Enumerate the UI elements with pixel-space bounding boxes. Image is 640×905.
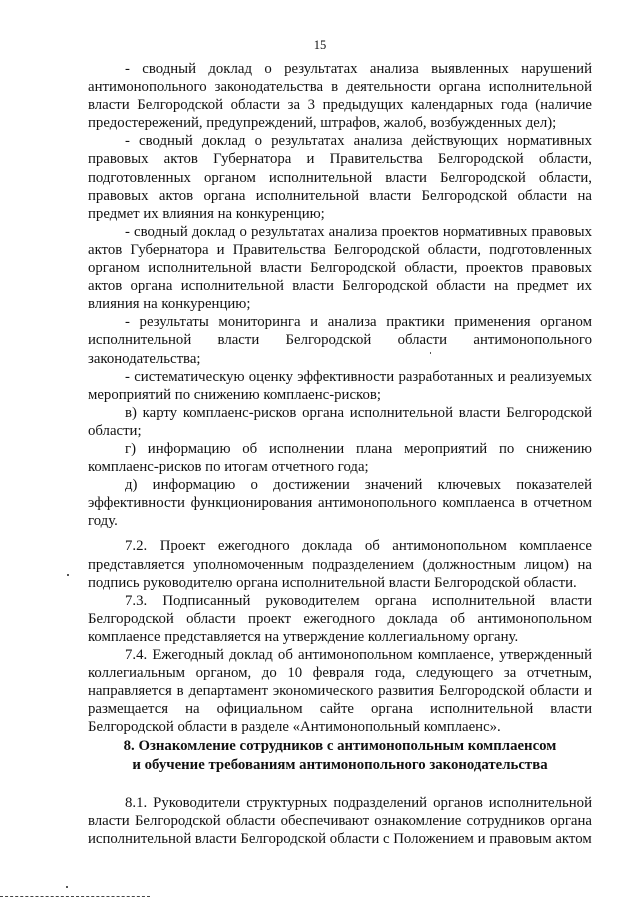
section-8-heading-line2: и обучение требованиям антимонопольного законодательства	[132, 757, 548, 773]
section-8-body	[88, 794, 592, 848]
body-text	[88, 60, 592, 736]
paragraph-7-3: 7.3. Подписанный руководителем органа исполнительной власти Белгородской области проект ежегодного доклада об антимонопольном комплаенсе представляется на утверждение коллегиальному органу.	[88, 592, 592, 645]
scan-speck	[430, 352, 431, 354]
scan-edge-rule	[0, 896, 150, 897]
page-number: 15	[313, 38, 327, 52]
paragraph-7-4: 7.4. Ежегодный доклад об антимонопольном комплаенсе, утвержденный коллегиальным органом, до 10 февраля года, следующего за отчетным, направляется в департамент экономического развития Белгородской области и размещается на официальном сайте органа исполнительной власти Белгородской области в разделе «Антимонопольный комплаенс».	[88, 647, 592, 736]
scan-speck	[66, 886, 68, 888]
paragraph-summary-drafts: - сводный доклад о результатах анализа проектов нормативных правовых актов Губернатора и Правительства Белгородской области, подготовленных органом исполнительной власти Белгородской области, проектов правовых актов органа исполнительной власти Белгородской области на предмет их влияния на конкуренцию;	[88, 223, 592, 313]
paragraph-summary-violations: - сводный доклад о результатах анализа выявленных нарушений антимонопольного законодательства в деятельности органа исполнительной власти Белгородской области за 3 предыдущих календарных года (наличие предостережений, предупреждений, штрафов, жалоб, возбужденных дел);	[88, 61, 592, 132]
paragraph-item-g: г) информацию об исполнении плана мероприятий по снижению комплаенс-рисков по итогам отчетного года;	[88, 440, 592, 476]
paragraph-monitoring-results: - результаты мониторинга и анализа практики применения органом исполнительной власти Белгородской области антимонопольного законодательства;	[88, 314, 592, 367]
paragraph-8-1: 8.1. Руководители структурных подразделений органов исполнительной власти Белгородской области обеспечивают ознакомление сотрудников органа исполнительной власти Белгородской области с Положением и правовым актом	[88, 795, 592, 848]
paragraph-item-v: в) карту комплаенс-рисков органа исполнительной власти Белгородской области;	[88, 404, 592, 439]
section-8-heading-line1: 8. Ознакомление сотрудников с антимонопольным комплаенсом	[123, 738, 557, 754]
paragraph-risk-evaluation: - систематическую оценку эффективности разработанных и реализуемых мероприятий по снижению комплаенс-рисков;	[88, 368, 592, 403]
paragraph-item-d: д) информацию о достижении значений ключевых показателей эффективности функционирования антимонопольного комплаенса в отчетном году.	[88, 477, 592, 530]
scan-speck	[67, 574, 69, 576]
paragraph-7-2: 7.2. Проект ежегодного доклада об антимонопольном комплаенсе представляется уполномоченным подразделением (должностным лицом) на подпись руководителю органа исполнительной власти Белгородской области.	[88, 538, 592, 591]
paragraph-summary-acts: - сводный доклад о результатах анализа действующих нормативных правовых актов Губернатора и Правительства Белгородской области, подготовленных органом исполнительной власти Белгородской области, правовых актов органа исполнительной власти Белгородской области на предмет их влияния на конкуренцию;	[88, 133, 592, 222]
section-8-heading	[88, 737, 592, 775]
